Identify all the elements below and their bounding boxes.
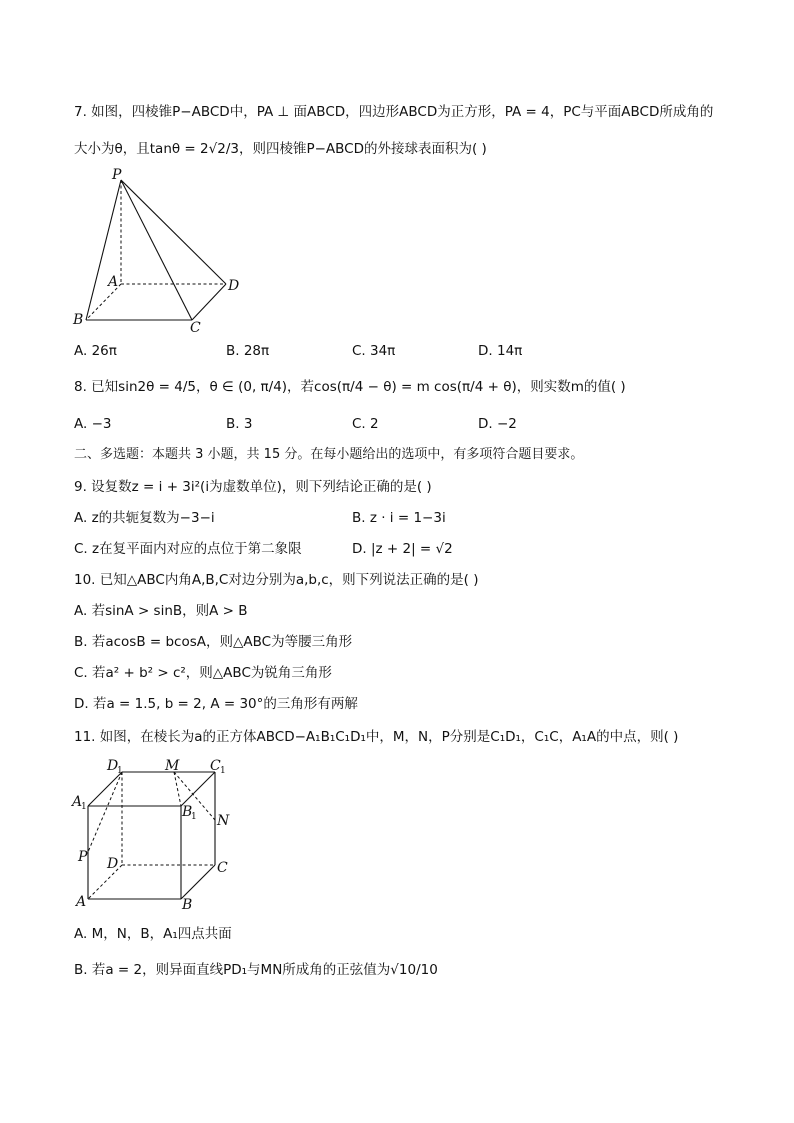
- label-N: N: [217, 813, 230, 829]
- q8-option-c[interactable]: C. 2: [352, 416, 379, 432]
- q7-pyramid-figure: [70, 165, 250, 340]
- label-B1-sub: 1: [191, 812, 197, 822]
- q7-option-b[interactable]: B. 28π: [226, 343, 270, 359]
- section2-heading: 二、多选题：本题共 3 小题，共 15 分。在每小题给出的选项中，有多项符合题目要求。: [74, 447, 584, 462]
- edge-D1P: [88, 772, 122, 852]
- q7-option-d[interactable]: D. 14π: [478, 343, 523, 359]
- label-A1: A: [72, 794, 83, 810]
- edge-A1D1: [88, 772, 122, 806]
- label-C1-sub: 1: [220, 766, 226, 776]
- label-B: B: [73, 312, 84, 328]
- edge-CD: [192, 284, 226, 320]
- q10-option-a[interactable]: A. 若sinA > sinB，则A > B: [74, 603, 248, 619]
- q8-option-a[interactable]: A. −3: [74, 416, 112, 432]
- label-C: C: [190, 320, 201, 336]
- edge-MB1: [174, 772, 181, 806]
- q7-option-c[interactable]: C. 34π: [352, 343, 396, 359]
- q10-option-d[interactable]: D. 若a = 1.5, b = 2, A = 30°的三角形有两解: [74, 696, 358, 712]
- edge-BC: [181, 865, 215, 899]
- edge-PC: [121, 180, 192, 320]
- label-A: A: [108, 274, 119, 290]
- label-B: B: [182, 897, 193, 913]
- q9-stem: 9. 设复数z = i + 3i²(i为虚数单位)，则下列结论正确的是( ): [74, 479, 432, 495]
- q11-cube-figure: [70, 755, 245, 915]
- q11-stem: 11. 如图，在棱长为a的正方体ABCD−A₁B₁C₁D₁中，M，N，P分别是C₁D₁，C₁C，A₁A的中点，则( ): [74, 729, 679, 745]
- label-D1-sub: 1: [117, 766, 123, 776]
- label-P: P: [78, 849, 88, 865]
- label-M: M: [165, 758, 180, 774]
- q7-option-a[interactable]: A. 26π: [74, 343, 117, 359]
- edge-B1C1: [181, 772, 215, 806]
- q10-option-c[interactable]: C. 若a² + b² > c²，则△ABC为锐角三角形: [74, 665, 332, 681]
- q9-option-d[interactable]: D. |z + 2| = √2: [352, 541, 453, 557]
- label-B1: B: [182, 804, 193, 820]
- label-C: C: [217, 860, 228, 876]
- q8-option-d[interactable]: D. −2: [478, 416, 517, 432]
- label-A1-sub: 1: [81, 802, 87, 812]
- q7-stem-line2: 大小为θ，且tanθ = 2√2/3，则四棱锥P−ABCD的外接球表面积为( ): [74, 141, 487, 157]
- q8-stem: 8. 已知sin2θ = 4/5，θ ∈ (0, π/4)，若cos(π/4 − θ) = m cos(π/4 + θ)，则实数m的值( ): [74, 379, 626, 395]
- q10-stem: 10. 已知△ABC内角A,B,C对边分别为a,b,c，则下列说法正确的是( ): [74, 572, 479, 588]
- q11-option-b[interactable]: B. 若a = 2，则异面直线PD₁与MN所成角的正弦值为√10/10: [74, 962, 438, 978]
- label-C1: C: [210, 758, 221, 774]
- label-D: D: [228, 278, 240, 294]
- edge-PB: [86, 180, 121, 320]
- q8-option-b[interactable]: B. 3: [226, 416, 253, 432]
- q9-option-b[interactable]: B. z · i = 1−3i: [352, 510, 446, 526]
- q10-option-b[interactable]: B. 若acosB = bcosA，则△ABC为等腰三角形: [74, 634, 353, 650]
- edge-PD: [121, 180, 226, 284]
- q9-option-c[interactable]: C. z在复平面内对应的点位于第二象限: [74, 541, 302, 557]
- label-D: D: [107, 856, 119, 872]
- q11-option-a[interactable]: A. M，N，B，A₁四点共面: [74, 926, 232, 942]
- label-A: A: [76, 894, 87, 910]
- q9-option-a[interactable]: A. z的共轭复数为−3−i: [74, 510, 215, 526]
- q7-stem-line1: 7. 如图，四棱锥P−ABCD中，PA ⊥ 面ABCD，四边形ABCD为正方形，PA = 4，PC与平面ABCD所成角的: [74, 104, 714, 120]
- label-D1: D: [107, 758, 119, 774]
- label-P: P: [112, 167, 122, 183]
